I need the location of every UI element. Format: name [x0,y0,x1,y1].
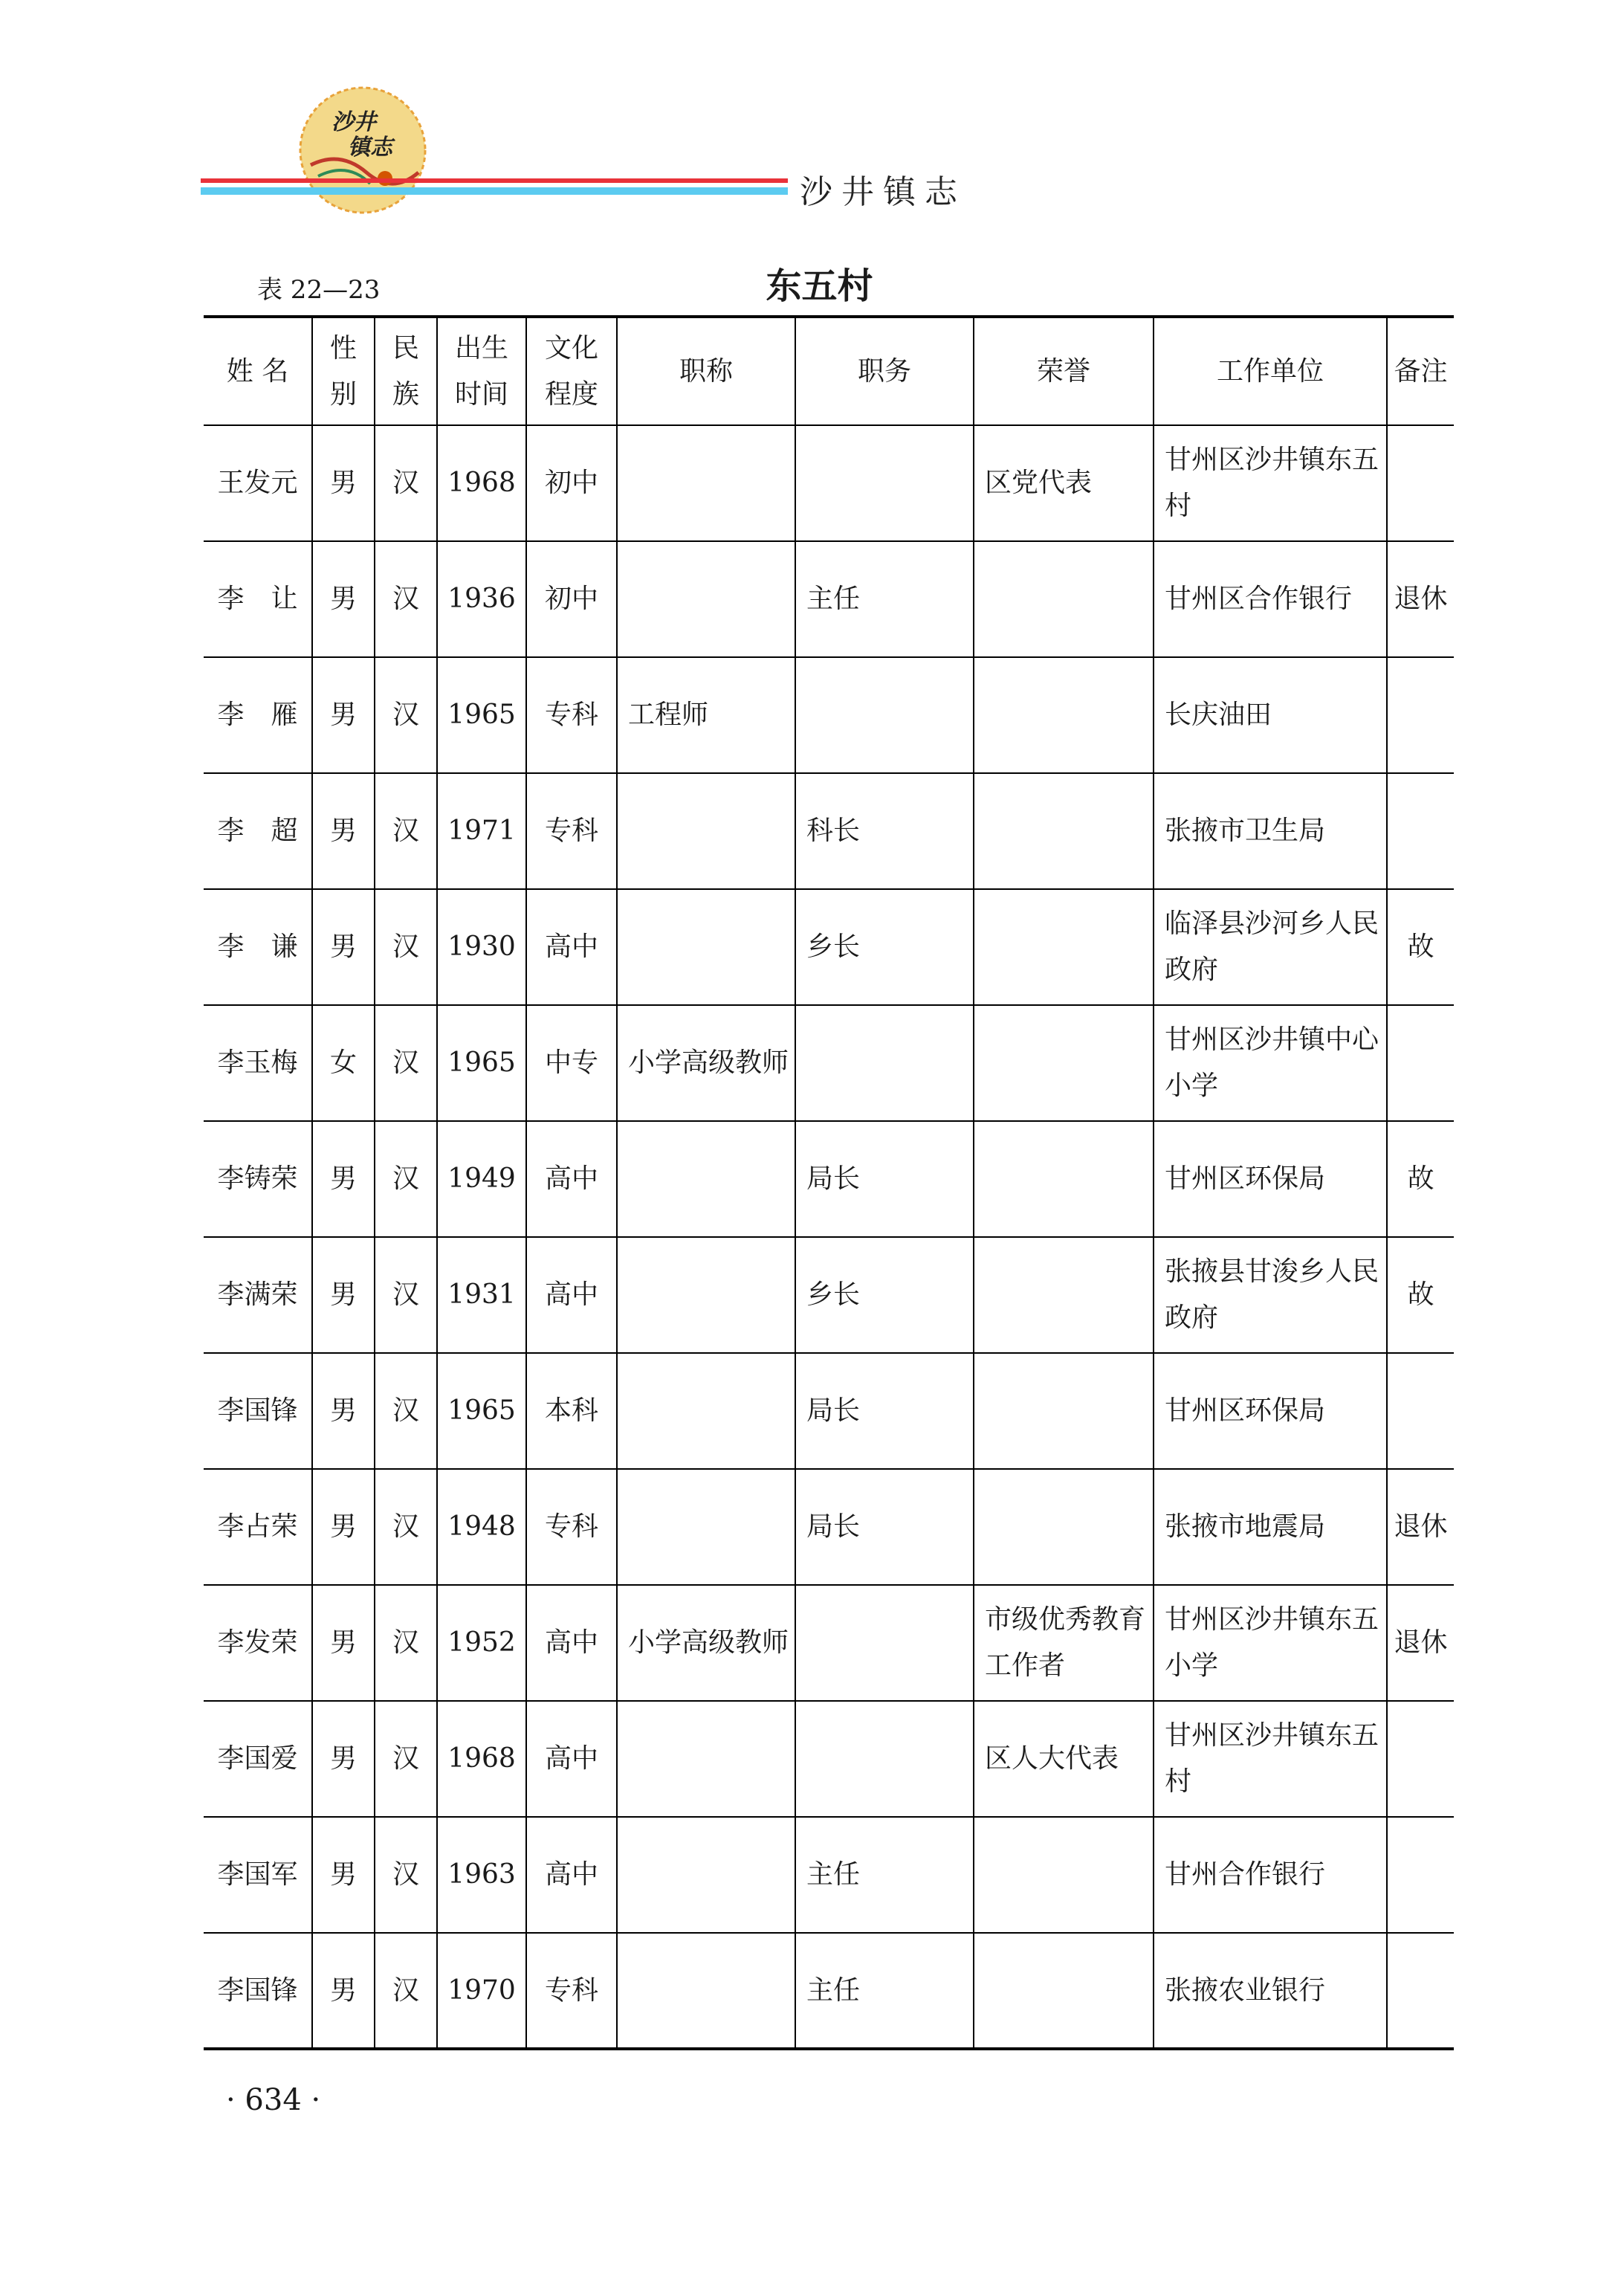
cell-workplace: 甘州区合作银行 [1154,541,1387,657]
cell-note: 故 [1387,889,1454,1005]
cell-gender: 男 [312,657,375,773]
cell-education: 专科 [526,1933,617,2049]
cell-note: 故 [1387,1237,1454,1353]
cell-education: 高中 [526,1121,617,1237]
cell-honor [974,1121,1154,1237]
cell-name: 李国锋 [204,1933,312,2049]
cell-gender: 男 [312,1353,375,1469]
cell-workplace: 张掖县甘浚乡人民政府 [1154,1237,1387,1353]
cell-birth: 1963 [437,1817,526,1933]
cell-title [617,1469,795,1585]
cell-education: 高中 [526,1817,617,1933]
cell-ethnicity: 汉 [375,1237,437,1353]
cell-birth: 1931 [437,1237,526,1353]
cell-position: 乡长 [795,1237,974,1353]
cell-note [1387,1005,1454,1121]
cell-name: 李国军 [204,1817,312,1933]
cell-gender: 女 [312,1005,375,1121]
cell-name: 李满荣 [204,1237,312,1353]
table-header-row [204,317,1454,425]
table-row [204,657,1454,773]
cell-birth: 1971 [437,773,526,889]
cell-education: 高中 [526,1585,617,1701]
cell-birth: 1936 [437,541,526,657]
cell-honor [974,889,1154,1005]
cell-gender: 男 [312,541,375,657]
cell-birth: 1965 [437,1353,526,1469]
cell-workplace: 张掖农业银行 [1154,1933,1387,2049]
cell-ethnicity: 汉 [375,657,437,773]
col-header-position: 职务 [795,317,974,425]
cell-gender: 男 [312,889,375,1005]
cell-workplace: 甘州区沙井镇东五村 [1154,425,1387,541]
cell-note: 退休 [1387,1585,1454,1701]
cell-position: 主任 [795,1933,974,2049]
col-header-gender: 性别 [312,317,375,425]
col-header-title: 职称 [617,317,795,425]
cell-honor [974,1005,1154,1121]
page-number: · 634 · [226,2083,321,2117]
cell-gender: 男 [312,1933,375,2049]
col-header-education-line1: 文化 [544,332,598,364]
cell-ethnicity: 汉 [375,889,437,1005]
cell-title [617,425,795,541]
col-header-birth-line1: 出生 [454,332,508,364]
cell-birth: 1965 [437,1005,526,1121]
cell-honor [974,657,1154,773]
table-row [204,541,1454,657]
cell-education: 中专 [526,1005,617,1121]
cell-gender: 男 [312,773,375,889]
cell-title: 工程师 [617,657,795,773]
table-row [204,1817,1454,1933]
cell-note [1387,425,1454,541]
cell-name: 李国锋 [204,1353,312,1469]
cell-workplace: 临泽县沙河乡人民政府 [1154,889,1387,1005]
cell-note [1387,1353,1454,1469]
cell-education: 专科 [526,1469,617,1585]
cell-title [617,1817,795,1933]
cell-position [795,425,974,541]
cell-birth: 1968 [437,1701,526,1817]
cell-position [795,657,974,773]
cell-name: 李国爱 [204,1701,312,1817]
cell-gender: 男 [312,1701,375,1817]
cell-position: 乡长 [795,889,974,1005]
cell-birth: 1948 [437,1469,526,1585]
cell-note: 退休 [1387,1469,1454,1585]
cell-note: 故 [1387,1121,1454,1237]
cell-title [617,1121,795,1237]
cell-title [617,773,795,889]
cell-honor [974,1469,1154,1585]
cell-education: 高中 [526,889,617,1005]
cell-position [795,1585,974,1701]
cell-title [617,1933,795,2049]
cell-note: 退休 [1387,541,1454,657]
table-row [204,1585,1454,1701]
cell-title: 小学高级教师 [617,1585,795,1701]
cell-workplace: 甘州区沙井镇东五小学 [1154,1585,1387,1701]
col-header-education [526,317,617,425]
cell-education: 本科 [526,1353,617,1469]
logo-text-line1: 沙井 [331,109,376,135]
table-row [204,773,1454,889]
table-row [204,1469,1454,1585]
cell-birth: 1949 [437,1121,526,1237]
cell-title [617,889,795,1005]
cell-name: 李铸荣 [204,1121,312,1237]
cell-honor [974,1237,1154,1353]
cell-note [1387,1933,1454,2049]
cell-position [795,1005,974,1121]
cell-education: 专科 [526,773,617,889]
cell-gender: 男 [312,1469,375,1585]
cell-name: 李 让 [204,541,312,657]
logo-emblem [296,83,430,217]
cell-gender: 男 [312,1237,375,1353]
cell-workplace: 甘州合作银行 [1154,1817,1387,1933]
cell-position: 主任 [795,541,974,657]
cell-name: 王发元 [204,425,312,541]
cell-gender: 男 [312,1817,375,1933]
cell-ethnicity: 汉 [375,1469,437,1585]
cell-position: 科长 [795,773,974,889]
roster-table [204,315,1454,2050]
cell-honor: 区党代表 [974,425,1154,541]
cell-ethnicity: 汉 [375,1005,437,1121]
col-header-education-line2: 程度 [544,378,598,410]
table-row [204,1005,1454,1121]
cell-position: 局长 [795,1469,974,1585]
col-header-workplace: 工作单位 [1154,317,1387,425]
cell-name: 李 雁 [204,657,312,773]
cell-education: 高中 [526,1237,617,1353]
cell-education: 专科 [526,657,617,773]
cell-name: 李 超 [204,773,312,889]
cell-position: 主任 [795,1817,974,1933]
cell-education: 初中 [526,541,617,657]
table-title: 东五村 [766,265,873,307]
cell-name: 李占荣 [204,1469,312,1585]
col-header-honor: 荣誉 [974,317,1154,425]
cell-workplace: 甘州区环保局 [1154,1353,1387,1469]
cell-workplace: 甘州区沙井镇中心小学 [1154,1005,1387,1121]
cell-title [617,1237,795,1353]
col-header-birth [437,317,526,425]
col-header-note: 备注 [1387,317,1454,425]
cell-title [617,1353,795,1469]
cell-title: 小学高级教师 [617,1005,795,1121]
cell-ethnicity: 汉 [375,1933,437,2049]
table-row [204,889,1454,1005]
cell-ethnicity: 汉 [375,773,437,889]
cell-name: 李发荣 [204,1585,312,1701]
logo-text-line2: 镇志 [348,135,392,161]
cell-workplace: 甘州区环保局 [1154,1121,1387,1237]
cell-title [617,1701,795,1817]
table-row [204,1701,1454,1817]
table-row [204,1353,1454,1469]
cell-gender: 男 [312,1585,375,1701]
cell-honor [974,1353,1154,1469]
cell-education: 高中 [526,1701,617,1817]
cell-ethnicity: 汉 [375,1701,437,1817]
cell-birth: 1952 [437,1585,526,1701]
cell-birth: 1970 [437,1933,526,2049]
cell-honor [974,1817,1154,1933]
col-header-name: 姓 名 [204,317,312,425]
cell-birth: 1968 [437,425,526,541]
cell-ethnicity: 汉 [375,1585,437,1701]
cell-gender: 男 [312,425,375,541]
cell-position: 局长 [795,1121,974,1237]
cell-workplace: 张掖市卫生局 [1154,773,1387,889]
col-header-ethnicity: 民族 [375,317,437,425]
cell-ethnicity: 汉 [375,425,437,541]
cell-name: 李 谦 [204,889,312,1005]
col-header-birth-line2: 时间 [454,378,508,410]
cell-honor [974,541,1154,657]
cell-honor: 区人大代表 [974,1701,1154,1817]
cell-honor: 市级优秀教育工作者 [974,1585,1154,1701]
cell-workplace: 甘州区沙井镇东五村 [1154,1701,1387,1817]
table-row [204,425,1454,541]
table-row [204,1121,1454,1237]
table-number: 表 22—23 [257,275,381,305]
table-row [204,1237,1454,1353]
cell-birth: 1965 [437,657,526,773]
cell-note [1387,773,1454,889]
cell-education: 初中 [526,425,617,541]
cell-position [795,1701,974,1817]
header-rule-blue [201,187,788,195]
cell-note [1387,1817,1454,1933]
cell-position: 局长 [795,1353,974,1469]
cell-ethnicity: 汉 [375,1121,437,1237]
cell-honor [974,1933,1154,2049]
cell-workplace: 张掖市地震局 [1154,1469,1387,1585]
header-rule-red [201,178,788,183]
cell-title [617,541,795,657]
running-title: 沙井镇志 [800,173,966,211]
cell-workplace: 长庆油田 [1154,657,1387,773]
table-row [204,1933,1454,2049]
cell-name: 李玉梅 [204,1005,312,1121]
cell-ethnicity: 汉 [375,1817,437,1933]
cell-note [1387,1701,1454,1817]
cell-ethnicity: 汉 [375,1353,437,1469]
cell-note [1387,657,1454,773]
cell-gender: 男 [312,1121,375,1237]
cell-honor [974,773,1154,889]
cell-ethnicity: 汉 [375,541,437,657]
cell-birth: 1930 [437,889,526,1005]
